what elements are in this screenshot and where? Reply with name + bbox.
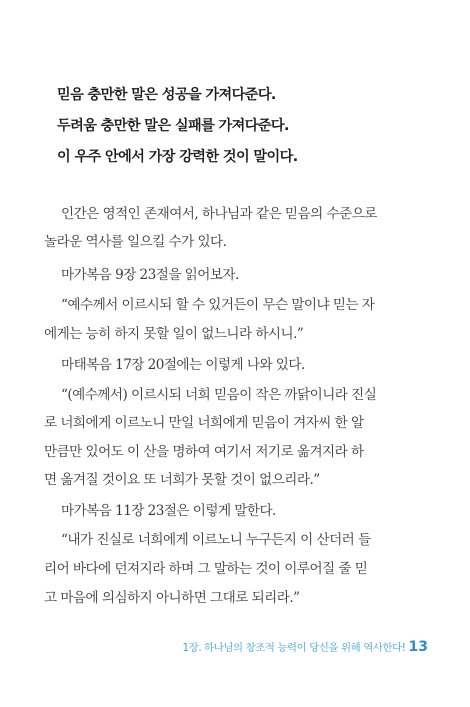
quote-line: “예수께서 이르시되 할 수 있거든이 무슨 말이냐 믿는 자 xyxy=(61,297,375,313)
quote-line: “(예수께서) 이르시되 너희 믿음이 작은 까닭이니라 진실 xyxy=(61,387,377,403)
quote-line: 에게는 능히 하지 못할 일이 없느니라 하시니.” xyxy=(44,326,304,342)
quote-line: 로 너희에게 이르노니 만일 너희에게 믿음이 겨자씨 한 알 xyxy=(44,415,364,431)
quote-line: 만큼만 있어도 이 산을 명하여 여기서 저기로 옮겨지라 하 xyxy=(44,444,364,460)
paragraph-line: 마가복음 9장 23절을 읽어보자. xyxy=(61,267,239,283)
chapter-title: 1장. 하나님의 창조적 능력이 당신을 위해 역사한다! xyxy=(182,642,406,654)
emphasis-line: 두려움 충만한 말은 실패를 가져다준다. xyxy=(57,118,289,134)
quote-line: 면 옮겨질 것이요 또 너희가 못할 것이 없으리라.” xyxy=(44,472,320,488)
paragraph-line: 마가복음 11장 23절은 이렇게 말한다. xyxy=(61,503,276,519)
quote-line: 고 마음에 의심하지 아니하면 그대로 되리라.” xyxy=(44,590,300,606)
emphasis-line: 믿음 충만한 말은 성공을 가져다준다. xyxy=(57,87,276,103)
paragraph-line: 놀라운 역사를 일으킬 수가 있다. xyxy=(44,234,227,250)
quote-line: “내가 진실로 너희에게 이르노니 누구든지 이 산더러 들 xyxy=(61,532,371,548)
paragraph-line: 마태복음 17장 20절에는 이렇게 나와 있다. xyxy=(61,357,305,373)
page-number: 13 xyxy=(408,638,428,655)
paragraph-line: 인간은 영적인 존재여서, 하나님과 같은 믿음의 수준으로 xyxy=(61,206,377,222)
emphasis-line: 이 우주 안에서 가장 강력한 것이 말이다. xyxy=(57,149,298,165)
quote-line: 리어 바다에 던져지라 하며 그 말하는 것이 이루어질 줄 믿 xyxy=(44,561,368,577)
running-footer xyxy=(182,636,428,655)
